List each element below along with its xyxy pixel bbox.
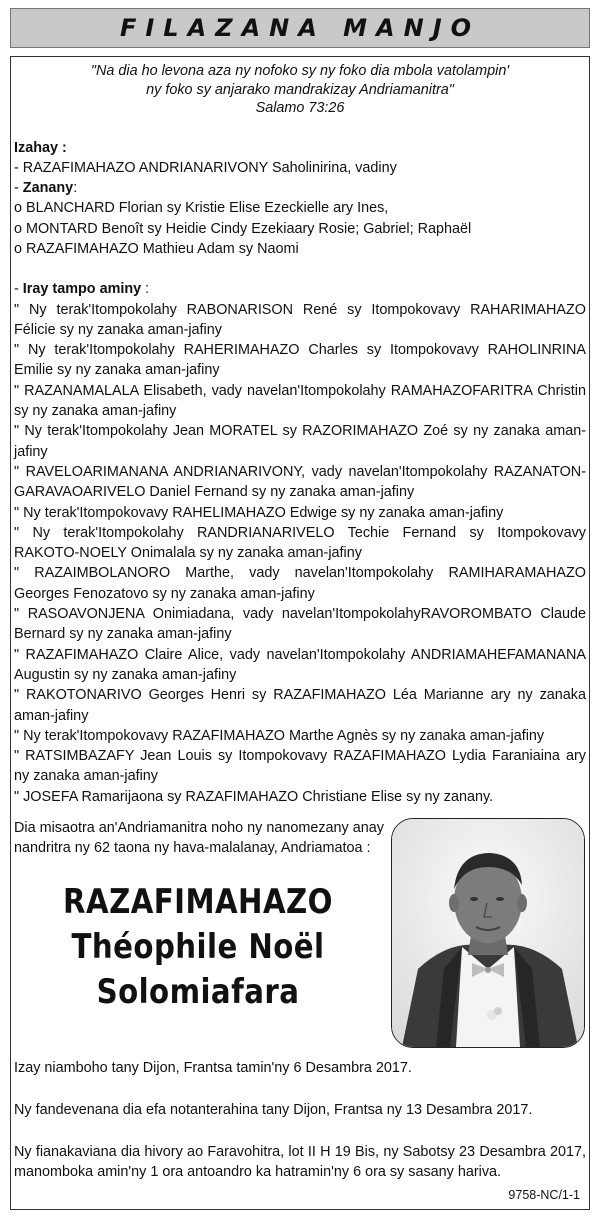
relatives-heading-prefix: - (14, 281, 23, 298)
relatives-heading-suffix: : (141, 281, 150, 298)
relative-entry: " JOSEFA Ramarijaona sy RAZAFIMAHAZO Christiane Elise sy ny zanany. (14, 788, 494, 805)
service-notice: Ny fianakaviana dia hivory ao Faravohitra, lot II H 19 Bis, ny Sabotsy 23 Desambra 2017, manomboka amin'ny 1 ora antoandro ka hatramin'ny 6 ora sy sasany hariva. (14, 1144, 586, 1181)
announcement-text: Dia misaotra an'Andriamanitra noho ny nanomezany anay nandritra ny 62 taona ny hava-malalanay, Andriamatoa : (14, 820, 384, 857)
relative-entry: " RAZAIMBOLANORO Marthe, vady navelan'Itompokolahy RAMIHARAMAHAZO Georges Fenozatovo sy ny zanaka aman-jafiny (14, 565, 586, 602)
cremation-block (14, 1100, 586, 1120)
children-line: o MONTARD Benoît sy Heidie Cindy Ezekiaary Rosie; Gabriel; Raphaël (14, 220, 472, 237)
children-heading-label: Zanany (22, 180, 74, 197)
scripture-quote (14, 62, 586, 118)
relative-entry: " RAZANAMALALA Elisabeth, vady navelan'Itompokolahy RAMAHAZOFARITRA Christin sy ny zanaka aman-jafiny (14, 382, 586, 420)
children-line: o RAZAFIMAHAZO Mathieu Adam sy Naomi (14, 240, 299, 257)
relative-entry: " Ny terak'Itompokolahy RABONARISON René sy Itompokovavy RAHARIMAHAZO Félicie sy ny zanaka aman-jafiny (14, 301, 586, 338)
children-heading-suffix: : (73, 180, 78, 197)
relative-entry: " RAVELOARIMANANA ANDRIANARIVONY, vady navelan'Itompokolahy RAZANATON-GARAVAOARIVELO Daniel Fernand sy ny zanaka aman-jafiny (14, 463, 586, 501)
deceased-surname: RAZAFIMAHAZO (63, 882, 333, 922)
relative-entry: " Ny terak'Itompokolahy RANDRIANARIVELO Techie Fernand sy Itompokovavy RAKOTO-NOELY Onimalala sy ny zanaka aman-jafiny (14, 524, 586, 562)
quote-line-1: "Na dia ho levona aza ny nofoko sy ny foko dia mbola vatolampin' (90, 63, 510, 79)
children-heading (14, 178, 586, 198)
death-notice: Izay niamboho tany Dijon, Frantsa tamin'ny 6 Desambra 2017. (14, 1060, 412, 1076)
relatives-heading (14, 279, 586, 299)
header-title: FILAZANA MANJO (119, 14, 481, 42)
relatives-heading-label: Iray tampo aminy (22, 281, 142, 298)
death-notice-block (14, 1058, 586, 1078)
quote-reference: Salamo 73:26 (255, 100, 345, 116)
relative-entry: " RAZAFIMAHAZO Claire Alice, vady navelan'Itompokolahy ANDRIAMAHEFAMANANA Augustin sy ny zanaka aman-jafiny (14, 646, 586, 683)
izahay-heading: Izahay : (14, 139, 67, 156)
notice-body (14, 62, 586, 807)
relative-entry: " RATSIMBAZAFY Jean Louis sy Itompokovavy RAZAFIMAHAZO Lydia Faraniaina ary ny zanaka aman-jafiny (14, 748, 586, 785)
service-block (14, 1142, 586, 1183)
spouse-line: - RAZAFIMAHAZO ANDRIANARIVONY Saholinirina, vadiny (14, 159, 397, 176)
notice-header (10, 8, 590, 48)
spacer (14, 259, 586, 279)
relative-entry: " Ny terak'Itompokovavy RAHELIMAHAZO Edwige sy ny zanaka aman-jafiny (14, 504, 504, 521)
quote-line-2: ny foko sy anjarako mandrakizay Andriamanitra" (146, 81, 454, 98)
relative-entry: " Ny terak'Itompokolahy Jean MORATEL sy RAZORIMAHAZO Zoé sy ny zanaka aman-jafiny (14, 423, 586, 460)
deceased-given-names: Théophile Noël (71, 927, 325, 967)
burial-notice: Ny fandevenana dia efa notanterahina tany Dijon, Frantsa ny 13 Desambra 2017. (14, 1102, 533, 1118)
children-line: o BLANCHARD Florian sy Kristie Elise Ezeckielle ary Ines, (14, 200, 389, 217)
deceased-portrait (391, 818, 585, 1048)
relative-entry: " RAKOTONARIVO Georges Henri sy RAZAFIMAHAZO Léa Marianne ary ny zanaka aman-jafiny (14, 687, 586, 724)
children-heading-prefix: - (14, 180, 23, 197)
reference-code: 9758-NC/1-1 (508, 1188, 580, 1202)
deceased-name (40, 880, 356, 1015)
portrait-image (392, 819, 584, 1047)
relative-entry: " RASOAVONJENA Onimiadana, vady navelan'ItompokolahyRAVOROMBATO Claude Bernard sy ny zanaka aman-jafiny (14, 606, 586, 643)
relative-entry: " Ny terak'Itompokovavy RAZAFIMAHAZO Marthe Agnès sy ny zanaka aman-jafiny (14, 727, 545, 744)
deceased-other-names: Solomiafara (96, 972, 300, 1012)
relative-entry: " Ny terak'Itompokolahy RAHERIMAHAZO Charles sy Itompokovavy RAHOLINRINA Emilie sy ny zanaka aman-jafiny (14, 342, 586, 379)
